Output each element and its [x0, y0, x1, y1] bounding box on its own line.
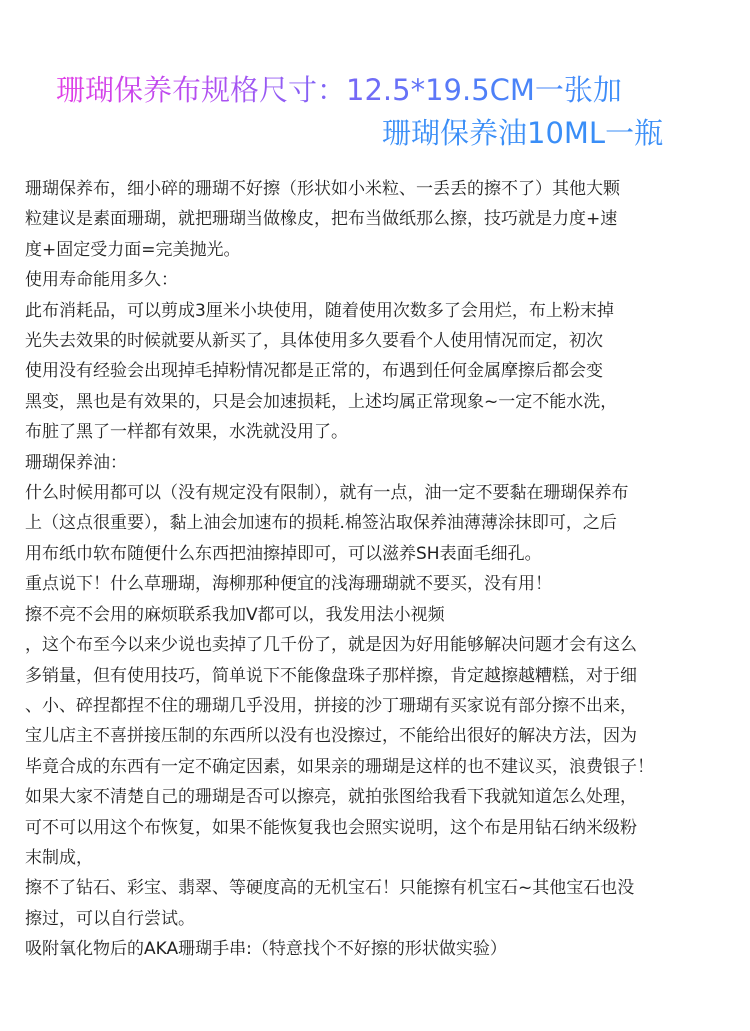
- text-line: 宝儿店主不喜拼接压制的东西所以没有也没擦过，不能给出很好的解决方法，因为: [25, 726, 637, 747]
- text-line: 什么时候用都可以（没有规定没有限制），就有一点，油一定不要黏在珊瑚保养布: [25, 483, 629, 504]
- text-line: 此布消耗品，可以剪成3厘米小块使用，随着使用次数多了会用烂，布上粉末掉: [25, 300, 614, 321]
- text-line: 末制成，: [25, 847, 93, 868]
- description-text: [25, 174, 737, 965]
- text-line: 用布纸巾软布随便什么东西把油擦掉即可，可以滋养SH表面毛细孔。: [25, 543, 542, 564]
- text-line: 重点说下！什么草珊瑚，海柳那种便宜的浅海珊瑚就不要买，没有用！: [25, 574, 552, 595]
- text-line: 黑变，黑也是有效果的，只是会加速损耗，上述均属正常现象~一定不能水洗，: [25, 391, 618, 412]
- section-heading-oil: 珊瑚保养油：: [25, 452, 127, 473]
- text-line: 擦不了钻石、彩宝、翡翠、等硬度高的无机宝石！只能擦有机宝石~其他宝石也没: [25, 878, 635, 899]
- text-line: ，这个布至今以来少说也卖掉了几千份了，就是因为好用能够解决问题才会有这么: [25, 635, 637, 656]
- text-line: 布脏了黑了一样都有效果，水洗就没用了。: [25, 422, 348, 443]
- text-line: 吸附氧化物后的AKA珊瑚手串:（特意找个不好擦的形状做实验）: [25, 939, 507, 960]
- text-line: 多销量，但有使用技巧，简单说下不能像盘珠子那样擦，肯定越擦越糟糕，对于细: [25, 665, 637, 686]
- text-line: 擦不亮不会用的麻烦联系我加V都可以，我发用法小视频: [25, 604, 445, 625]
- text-line: 珊瑚保养布，细小碎的珊瑚不好擦（形状如小米粒、一丢丢的擦不了）其他大颗: [25, 179, 620, 199]
- text-line: 可不可以用这个布恢复，如果不能恢复我也会照实说明，这个布是用钻石纳米级粉: [25, 817, 637, 838]
- text-line: 光失去效果的时候就要从新买了，具体使用多久要看个人使用情况而定，初次: [25, 331, 603, 352]
- section-heading-lifespan: 使用寿命能用多久：: [25, 270, 178, 291]
- text-line: 如果大家不清楚自己的珊瑚是否可以擦亮，就拍张图给我看下我就知道怎么处理，: [25, 787, 637, 808]
- title-oil-volume: 珊瑚保养油10ML一瓶: [382, 116, 664, 150]
- title-spec-size: 珊瑚保养布规格尺寸：12.5*19.5CM一张加: [56, 70, 622, 110]
- text-line: 、小、碎捏都捏不住的珊瑚几乎没用，拼接的沙丁珊瑚有买家说有部分擦不出来，: [25, 695, 637, 716]
- text-line: 毕竟合成的东西有一定不确定因素，如果亲的珊瑚是这样的也不建议买，浪费银子！: [25, 756, 654, 777]
- text-line: 擦过，可以自行尝试。: [25, 908, 195, 929]
- text-line: 使用没有经验会出现掉毛掉粉情况都是正常的，布遇到任何金属摩擦后都会变: [25, 361, 603, 382]
- text-line: 上（这点很重要），黏上油会加速布的损耗.棉签沾取保养油薄薄涂抹即可，之后: [25, 513, 617, 534]
- text-line: 度+固定受力面=完美抛光。: [25, 239, 241, 260]
- text-line: 粒建议是素面珊瑚，就把珊瑚当做橡皮，把布当做纸那么擦，技巧就是力度+速: [25, 209, 618, 230]
- header-banner: [0, 0, 750, 160]
